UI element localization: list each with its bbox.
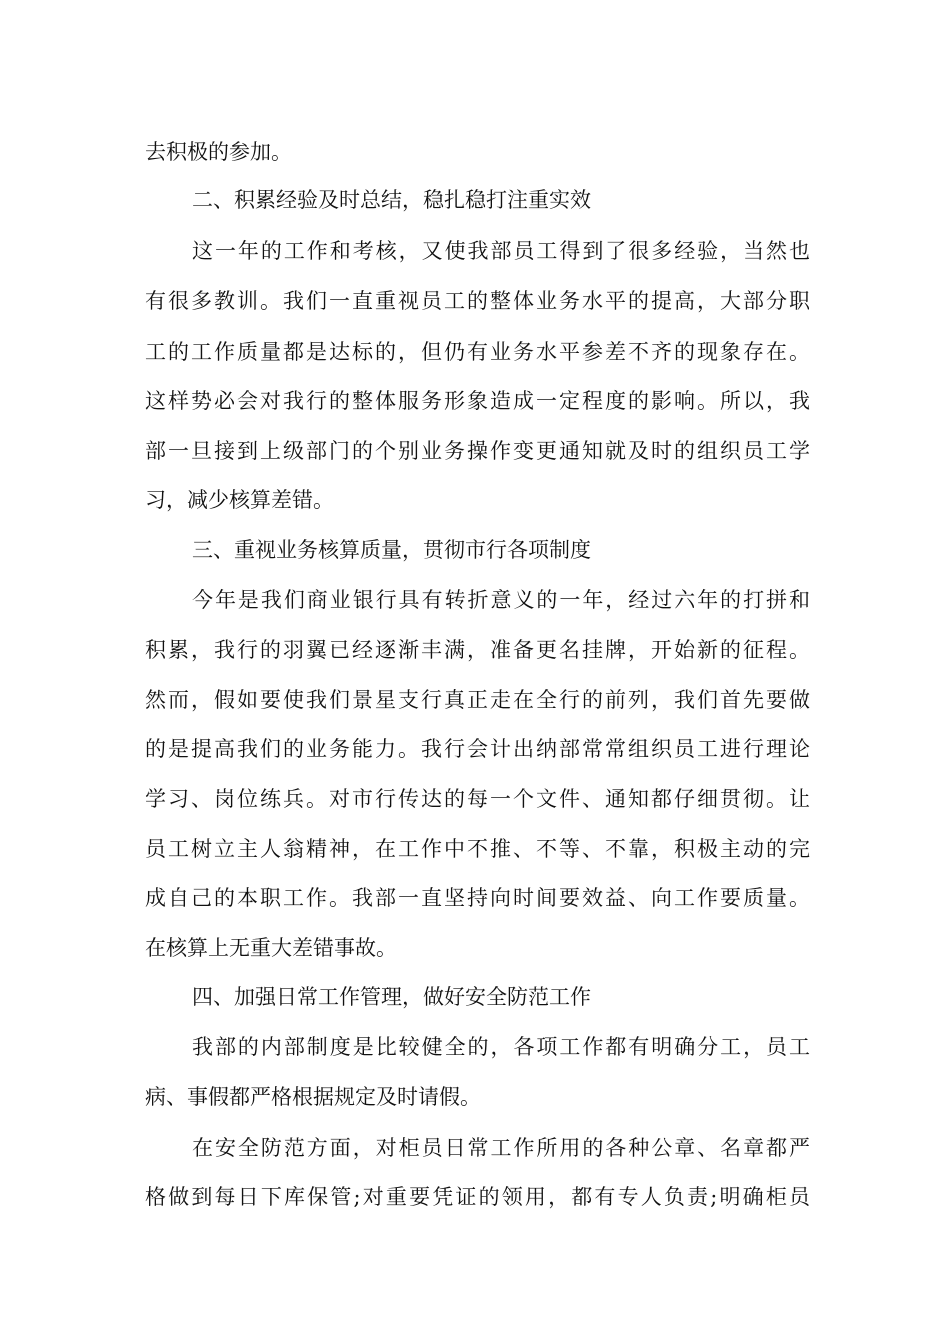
paragraph-line: 病、事假都严格根据规定及时请假。 — [145, 1085, 481, 1109]
paragraph-line: 有很多教训。我们一直重视员工的整体业务水平的提高，大部分职 — [145, 289, 810, 313]
paragraph-line: 然而，假如要使我们景星支行真正走在全行的前列，我们首先要做 — [145, 688, 810, 712]
section-heading: 三、重视业务核算质量，贯彻市行各项制度 — [192, 538, 591, 562]
paragraph-line: 在核算上无重大差错事故。 — [145, 936, 397, 960]
paragraph-line: 今年是我们商业银行具有转折意义的一年，经过六年的打拼和 — [192, 588, 810, 612]
paragraph-line: 的是提高我们的业务能力。我行会计出纳部常常组织员工进行理论 — [145, 737, 810, 761]
section-heading: 二、积累经验及时总结，稳扎稳打注重实效 — [192, 188, 591, 212]
section-heading: 四、加强日常工作管理，做好安全防范工作 — [192, 985, 591, 1009]
paragraph-line: 格做到每日下库保管;对重要凭证的领用，都有专人负责;明确柜员 — [145, 1185, 810, 1209]
paragraph-line: 这一年的工作和考核，又使我部员工得到了很多经验，当然也 — [192, 239, 810, 263]
paragraph-line: 在安全防范方面，对柜员日常工作所用的各种公章、名章都严 — [192, 1136, 810, 1160]
paragraph-line: 员工树立主人翁精神，在工作中不推、不等、不靠，积极主动的完 — [145, 837, 810, 861]
paragraph-line: 工的工作质量都是达标的，但仍有业务水平参差不齐的现象存在。 — [145, 340, 810, 364]
paragraph-line: 成自己的本职工作。我部一直坚持向时间要效益、向工作要质量。 — [145, 886, 810, 910]
paragraph-line: 去积极的参加。 — [145, 140, 292, 164]
paragraph-line: 这样势必会对我行的整体服务形象造成一定程度的影响。所以，我 — [145, 389, 810, 413]
paragraph-line: 积累，我行的羽翼已经逐渐丰满，准备更名挂牌，开始新的征程。 — [145, 638, 810, 662]
paragraph-line: 我部的内部制度是比较健全的，各项工作都有明确分工，员工 — [192, 1035, 810, 1059]
paragraph-line: 习，减少核算差错。 — [145, 488, 334, 512]
paragraph-line: 学习、岗位练兵。对市行传达的每一个文件、通知都仔细贯彻。让 — [145, 787, 810, 811]
paragraph-line: 部一旦接到上级部门的个别业务操作变更通知就及时的组织员工学 — [145, 439, 810, 463]
